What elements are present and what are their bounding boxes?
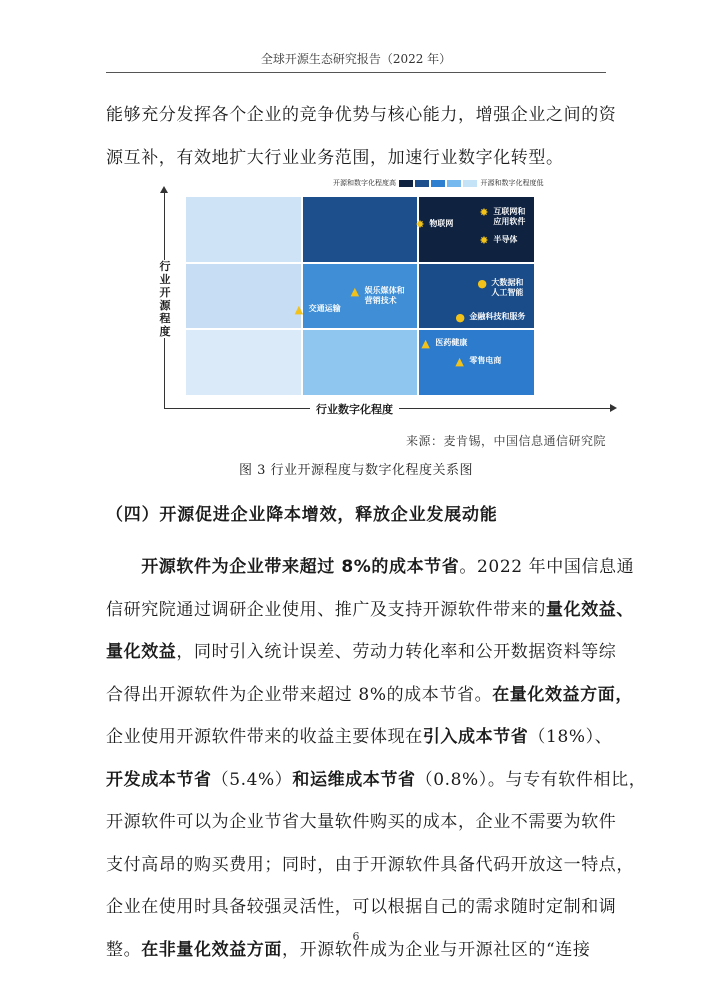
y-axis-label: 行 业 开 源 程 度 <box>155 260 175 338</box>
body-line <box>106 807 617 832</box>
y-axis-arrow-icon <box>160 186 168 193</box>
star-icon: ✸ <box>479 206 489 219</box>
industry-label: 物联网 <box>429 219 454 228</box>
body-text-run: 支付高昂的购买费用；同时，由于开源软件具备代码开放这一特点， <box>106 854 634 875</box>
matrix-grid <box>186 197 534 395</box>
body-text-run: 信研究院通过调研企业使用、推广及支持开源软件带来的 <box>106 599 546 620</box>
body-line <box>106 680 633 705</box>
body-text-run: 企业在使用时具备较强灵活性，可以根据自己的需求随时定制和调 <box>106 897 617 917</box>
circle-icon: ● <box>455 310 465 324</box>
body-text-run: 。2022 年中国信息通 <box>459 557 635 577</box>
intro-line-1: 能够充分发挥各个企业的竞争优势与核心能力，增强企业之间的资 <box>106 105 617 125</box>
legend-swatch <box>399 180 413 187</box>
body-line <box>106 892 617 917</box>
industry-label: 互联网和 应用软件 <box>493 207 526 226</box>
body-line <box>106 595 634 620</box>
industry-label: 半导体 <box>493 235 518 244</box>
figure-source: 来源：麦肯锡，中国信息通信研究院 <box>405 434 606 448</box>
triangle-icon: ▲ <box>421 337 430 351</box>
body-text-run: ，开源软件成为企业与开源社区的“连接 <box>282 939 591 960</box>
intro-line-2: 源互补，有效地扩大行业业务范围，加速行业数字化转型。 <box>106 148 564 168</box>
legend-swatch <box>463 180 477 187</box>
body-line <box>106 765 647 790</box>
industry-label: 娱乐媒体和 营销技术 <box>364 285 405 305</box>
bold-text: 开源软件为企业带来超过 8%的成本节省 <box>141 557 460 577</box>
figure-caption: 图 3 行业开源程度与数字化程度关系图 <box>238 463 474 478</box>
industry-label: 大数据和 人工智能 <box>491 277 524 297</box>
legend-swatches <box>398 179 478 187</box>
industry-label: 零售电商 <box>469 356 502 366</box>
triangle-icon: ▲ <box>350 284 360 298</box>
legend-low-label: 开源和数字化程度低 <box>480 179 544 187</box>
legend-high-label: 开源和数字化程度高 <box>333 179 396 187</box>
x-axis-arrow-icon <box>610 404 617 412</box>
legend-swatch <box>431 180 445 187</box>
body-text-run: 开源软件可以为企业节省大量软件购买的成本，企业不需要为软件 <box>106 812 617 832</box>
matrix-cell <box>186 197 301 262</box>
matrix-cell <box>303 330 418 395</box>
body-line <box>106 722 613 747</box>
body-text-run: 整。 <box>106 939 142 960</box>
bold-text: 引入成本节省 <box>422 727 529 747</box>
bold-text: 开发成本节省 <box>106 769 212 790</box>
body-line <box>106 552 635 577</box>
industry-label: 交通运输 <box>308 303 341 313</box>
legend-swatch <box>447 180 461 187</box>
bold-text: 在量化效益方面， <box>492 684 633 705</box>
header-divider <box>106 72 606 73</box>
industry-label: 金融科技和服务 <box>469 311 526 321</box>
body-text-run: （5.4%） <box>211 769 293 790</box>
x-axis-label: 行业数字化程度 <box>310 401 399 417</box>
star-icon: ✸ <box>479 234 489 247</box>
industry-label: 医药健康 <box>435 338 468 348</box>
bold-text: 量化效益、 <box>546 599 634 620</box>
body-line <box>106 850 634 875</box>
section-heading: （四）开源促进企业降本增效，释放企业发展动能 <box>106 505 498 525</box>
circle-icon: ● <box>477 276 487 290</box>
triangle-icon: ▲ <box>455 355 464 369</box>
body-text-run: ，同时引入统计误差、劳动力转化率和公开数据资料等综 <box>176 642 617 662</box>
industry-matrix-figure <box>155 172 615 422</box>
body-text-run: （0.8%）。与专有软件相比， <box>415 769 647 790</box>
matrix-cell <box>186 330 301 395</box>
matrix-cell <box>415 197 534 262</box>
matrix-cell <box>303 197 418 262</box>
body-text-run: 合得出开源软件为企业带来超过 8%的成本节省。 <box>106 684 493 705</box>
matrix-cell <box>186 264 304 329</box>
page-number: 6 <box>352 930 360 943</box>
body-text-run: 企业使用开源软件带来的收益主要体现在 <box>106 727 423 747</box>
legend-swatch <box>415 180 429 187</box>
matrix-cell <box>419 264 534 329</box>
body-text-run <box>106 557 141 577</box>
triangle-icon: ▲ <box>294 302 304 316</box>
legend <box>333 178 543 188</box>
bold-text: 在非量化效益方面 <box>141 939 283 960</box>
running-header: 全球开源生态研究报告（2022 年） <box>260 52 452 66</box>
bold-text: 量化效益 <box>106 642 177 662</box>
star-icon: ✸ <box>415 218 425 231</box>
matrix-cell <box>294 264 418 329</box>
matrix-cell <box>419 330 534 395</box>
body-line <box>106 637 617 662</box>
bold-text: 和运维成本节省 <box>292 769 416 790</box>
body-text-run: （18%）、 <box>528 727 613 747</box>
